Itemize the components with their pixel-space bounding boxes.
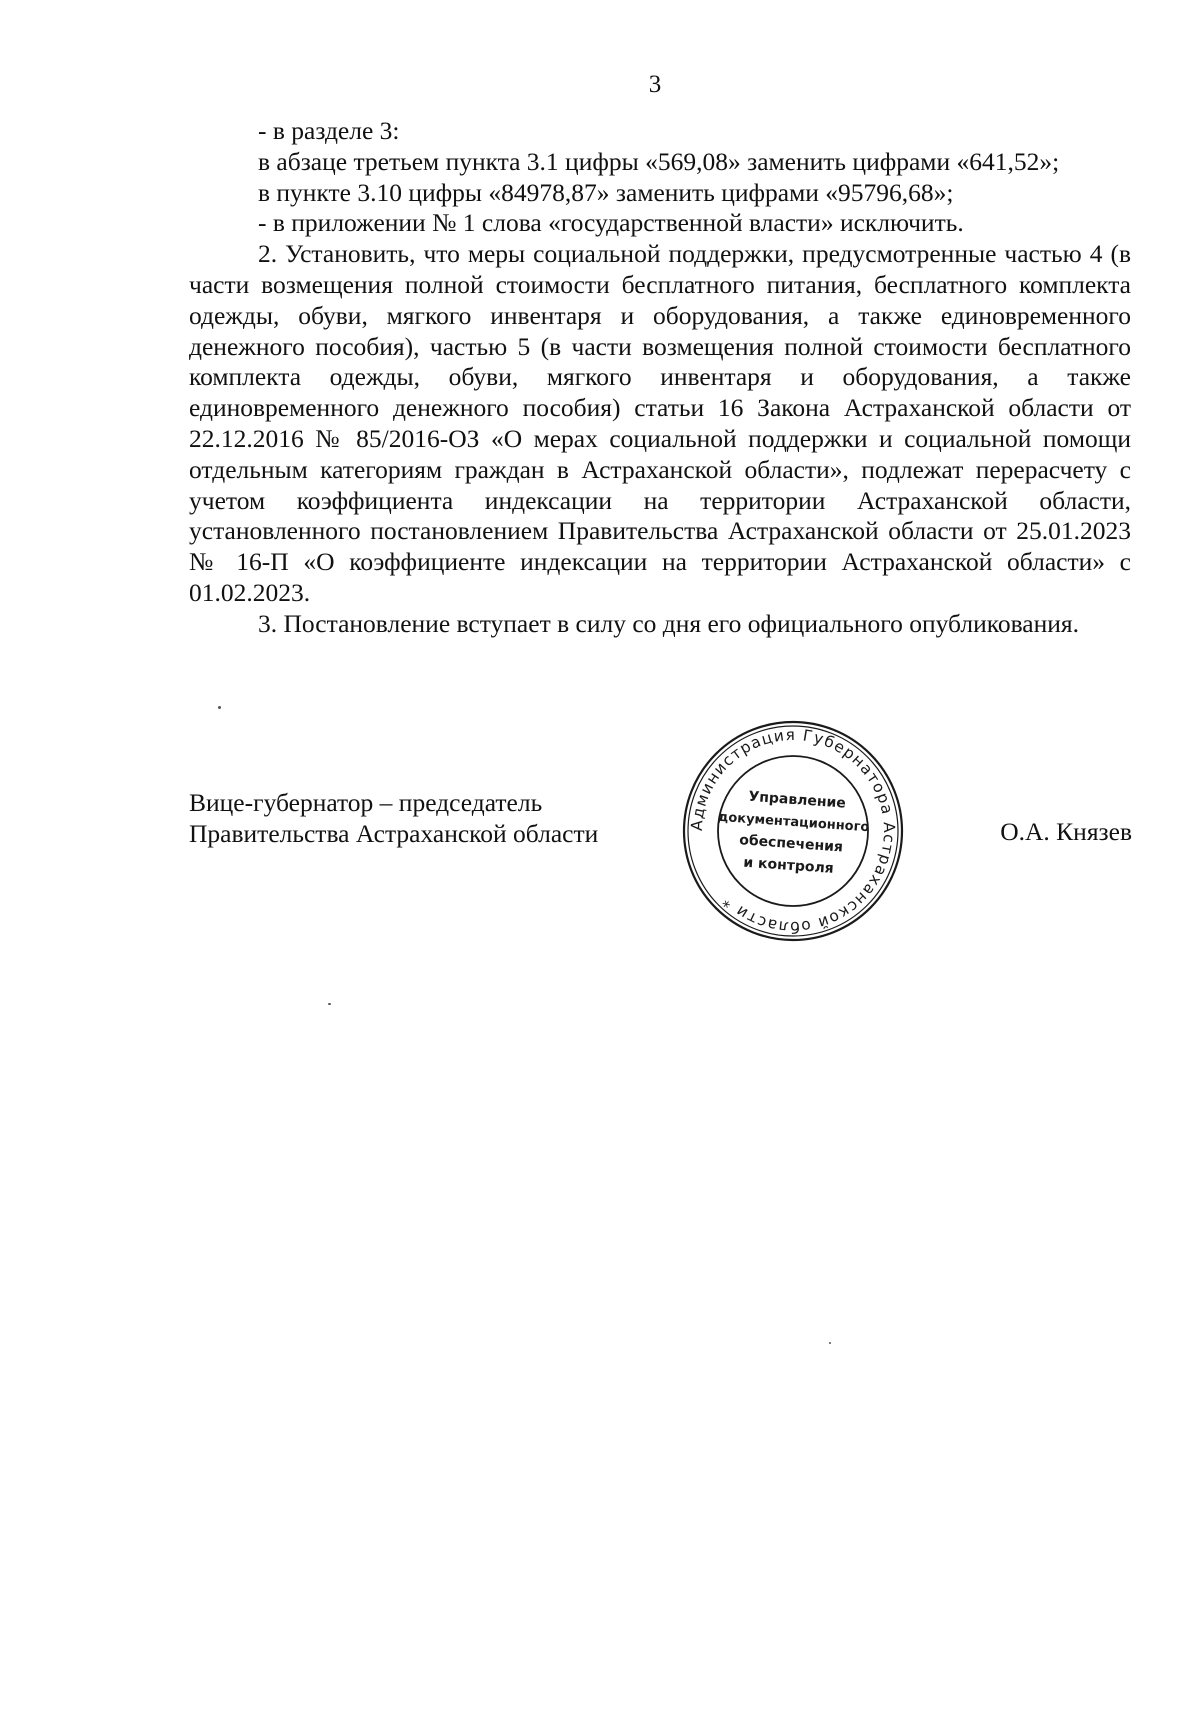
seal-center-line-3: обеспечения (738, 832, 844, 856)
seal-center-line-4: и контроля (742, 854, 835, 877)
seal-center-line-2: документационного (717, 809, 870, 836)
seal-center-line-1: Управление (747, 788, 847, 812)
amendment-line-3: в пункте 3.10 цифры «84978,87» заменить цифрами «95796,68»; (258, 177, 954, 207)
paragraph-3: 3. Постановление вступает в силу со дня его официального опубликования. (258, 608, 1079, 638)
amendment-line-2: в абзаце третьем пункта 3.1 цифры «569,08» заменить цифрами «641,52»; (258, 146, 1060, 176)
page-number: 3 (648, 71, 662, 98)
official-seal-stamp (678, 716, 908, 946)
signature-title-line-2: Правительства Астраханской области (189, 819, 599, 848)
signature-block (189, 787, 598, 849)
seal-ring-text: Администрация Губернатора Астраханской области * (687, 725, 899, 937)
scan-speck (829, 1342, 831, 1344)
scan-speck (218, 706, 221, 709)
signer-name: О.А. Князев (1000, 817, 1132, 846)
signature-title-line-1: Вице-губернатор – председатель (189, 788, 543, 817)
document-body (189, 116, 1131, 640)
scan-speck (328, 1003, 331, 1005)
paragraph-2: 2. Установить, что меры социальной поддержки, предусмотренные частью 4 (в части возмещения полной стоимости бесплатного питания, бесплатного комплекта одежды, обуви, мягкого инвентаря и оборудования, а также единовременного денежного пособия), частью 5 (в части возмещения полной стоимости бесплатного комплекта одежды, обуви, мягкого инвентаря и оборудования, а также единовременного денежного пособия) статьи 16 Закона Астраханской области от 22.12.2016 № 85/2016-ОЗ «О мерах социальной поддержки и социальной помощи отдельным категориям граждан в Астраханской области», подлежат перерасчету с учетом коэффициента индексации на территории Астраханской области, установленного постановлением Правительства Астраханской области от 25.01.2023 № 16-П «О коэффициенте индексации на территории Астраханской области» с 01.02.2023. (189, 239, 1131, 607)
amendment-line-1: - в разделе 3: (258, 116, 400, 145)
amendment-line-4: - в приложении № 1 слова «государственной власти» исключить. (258, 208, 964, 238)
